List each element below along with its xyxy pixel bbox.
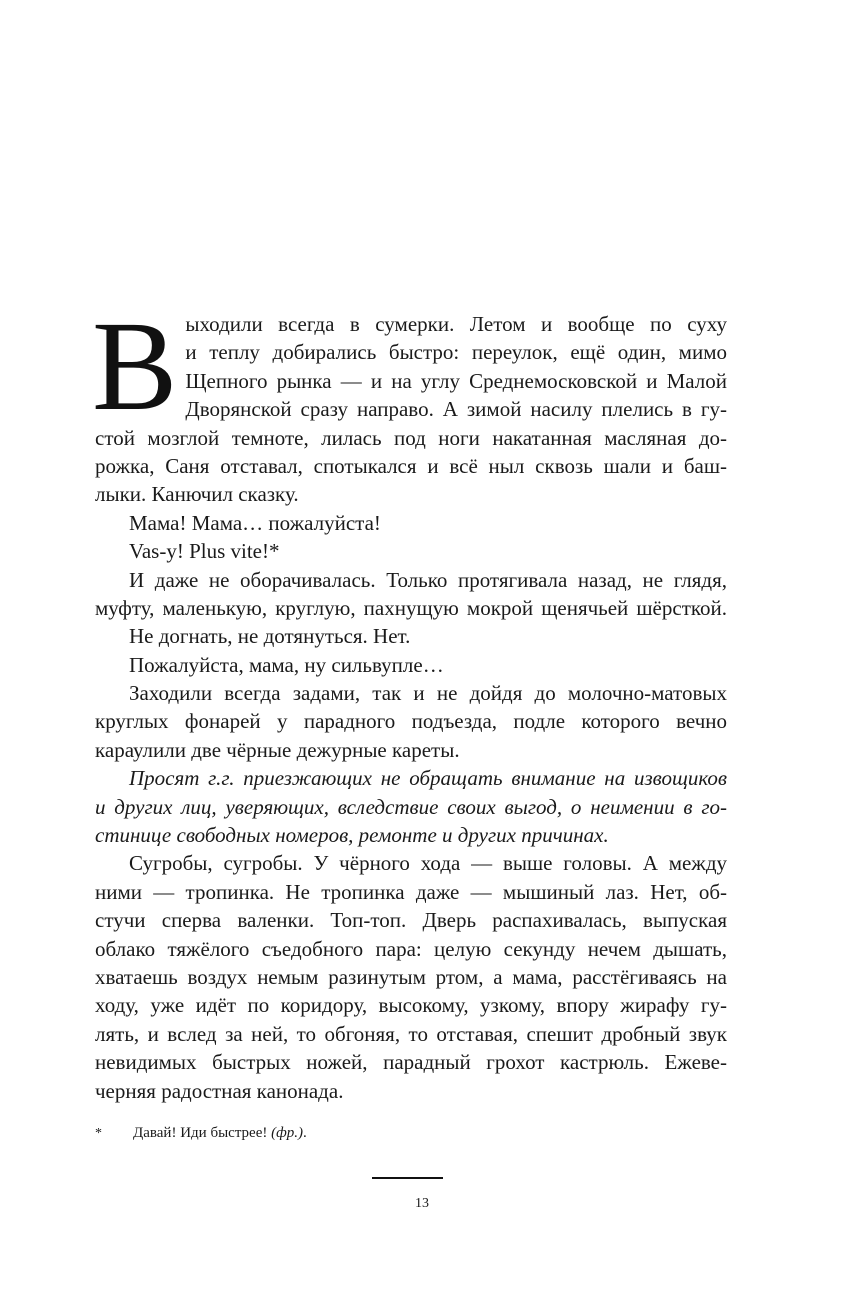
text-line: И даже не оборачивалась. Только протягивала назад, не глядя, xyxy=(129,567,727,592)
text-line: и теплу добирались быстро: переулок, ещё один, мимо xyxy=(185,340,727,365)
text-line: ходу, уже идёт по коридору, высокому, узкому, впору жирафу гу- xyxy=(95,993,727,1018)
text-line: Мама! Мама… пожалуйста! xyxy=(129,510,381,535)
text-line: ними — тропинка. Не тропинка даже — мышиный лаз. Нет, об- xyxy=(95,879,727,904)
main-text xyxy=(92,295,727,1105)
text-line: Просят г.г. приезжающих не обращать внимание на извощиков xyxy=(129,766,727,791)
text-line: Заходили всегда задами, так и не дойдя до молочно-матовых xyxy=(129,681,727,706)
page-number: 13 xyxy=(415,1196,429,1211)
text-line: караулили две чёрные дежурные кареты. xyxy=(95,737,460,762)
text-line: муфту, маленькую, круглую, пахнущую мокрой щенячьей шёрсткой. xyxy=(95,595,727,620)
drop-cap: В xyxy=(92,295,178,437)
text-line: круглых фонарей у парадного подъезда, подле которого вечно xyxy=(95,709,727,734)
text-line: облако тяжёлого съедобного пара: целую секунду нечем дышать, xyxy=(95,936,727,961)
text-line: невидимых быстрых ножей, парадный грохот кастрюль. Ежеве- xyxy=(95,1050,727,1075)
text-line: рожка, Саня отставал, спотыкался и всё ныл сквозь шали и баш- xyxy=(95,453,727,478)
footnote-text: Давай! Иди быстрее! xyxy=(133,1125,272,1141)
text-line: лыки. Канючил сказку. xyxy=(95,482,299,507)
text-line: ыходили всегда в сумерки. Летом и вообще по суху xyxy=(185,312,727,336)
page-body xyxy=(92,295,727,1105)
footnote xyxy=(95,1125,727,1142)
text-line: и других лиц, уверяющих, вследствие своих выгод, о неимении в го- xyxy=(95,794,727,819)
text-line: Сугробы, сугробы. У чёрного хода — выше головы. А между xyxy=(129,851,727,876)
page-number-rule xyxy=(372,1177,443,1179)
footnote-end: . xyxy=(303,1125,307,1141)
text-line: черняя радостная канонада. xyxy=(95,1078,344,1103)
text-line: Дворянской сразу направо. А зимой насилу плелись в гу- xyxy=(185,397,727,422)
text-line: Пожалуйста, мама, ну сильвупле… xyxy=(129,652,444,677)
text-line: стучи сперва валенки. Топ-топ. Дверь распахивалась, выпуская xyxy=(95,908,727,933)
text-line: стой мозглой темноте, лилась под ноги накатанная масляная до- xyxy=(95,425,727,450)
text-line: хватаешь воздух немым разинутым ртом, а мама, расстёгиваясь на xyxy=(95,964,727,989)
text-line: стинице свободных номеров, ремонте и других причинах. xyxy=(95,823,609,848)
footnote-mark: * xyxy=(95,1126,102,1141)
text-line: Щепного рынка — и на углу Среднемосковской и Малой xyxy=(185,368,727,393)
text-line: Vas-y! Plus vite!* xyxy=(129,539,280,564)
text-line: Не догнать, не дотянуться. Нет. xyxy=(129,624,411,649)
footnote-lang: (фр.) xyxy=(271,1125,304,1141)
text-line: лять, и вслед за ней, то обгоняя, то отставая, спешит дробный звук xyxy=(95,1021,727,1046)
